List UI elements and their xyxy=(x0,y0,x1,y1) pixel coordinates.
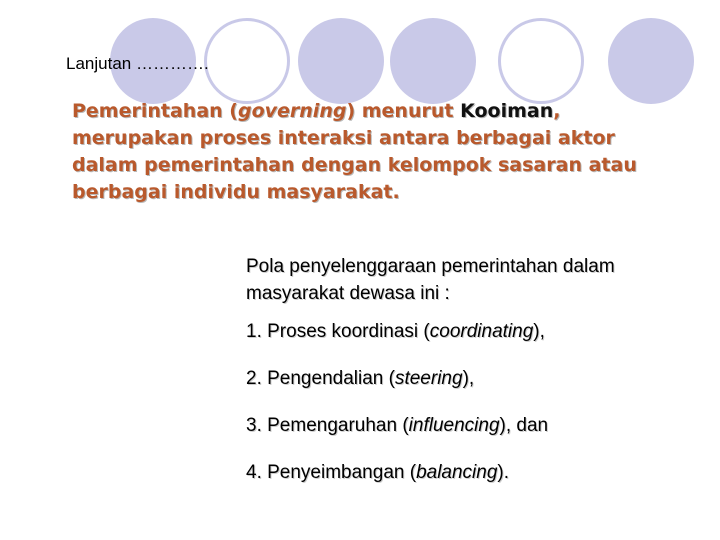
list-item xyxy=(246,412,686,439)
item-4-prefix: 4. Penyeimbangan ( xyxy=(246,462,417,483)
list-item xyxy=(246,318,686,345)
definition-author: Kooiman xyxy=(460,100,554,122)
item-2-prefix: 2. Pengendalian ( xyxy=(246,368,395,389)
item-3-term: influencing xyxy=(408,415,500,436)
item-1-term: coordinating xyxy=(429,321,534,342)
decor-circle-3 xyxy=(298,18,384,104)
item-1-suffix: ), xyxy=(533,321,545,342)
item-1-prefix: 1. Proses koordinasi ( xyxy=(246,321,430,342)
list-item xyxy=(246,459,686,486)
definition-part-2: ) menurut xyxy=(346,100,461,122)
decor-circle-5 xyxy=(498,18,584,104)
decor-circle-6 xyxy=(608,18,694,104)
definition-part-3: , merupakan proses interaksi antara berbagai aktor dalam pemerintahan dengan kelompok sasaran atau berbagai individu masyarakat. xyxy=(72,100,637,203)
item-4-term: balancing xyxy=(416,462,498,483)
list-item xyxy=(246,365,686,392)
decor-circle-4 xyxy=(390,18,476,104)
definition-term: governing xyxy=(237,100,347,122)
governance-pattern xyxy=(246,253,686,506)
item-2-suffix: ), xyxy=(462,368,475,389)
decor-circle-2 xyxy=(204,18,290,104)
item-3-suffix: ), dan xyxy=(499,415,549,436)
item-2-term: steering xyxy=(394,368,463,389)
item-3-prefix: 3. Pemengaruhan ( xyxy=(246,415,409,436)
pattern-intro: Pola penyelenggaraan pemerintahan dalam masyarakat dewasa ini : xyxy=(246,256,615,304)
definition-part-1: Pemerintahan ( xyxy=(72,100,238,122)
item-4-suffix: ). xyxy=(497,462,510,483)
slide-subtitle: Lanjutan …………. xyxy=(66,54,209,73)
definition-paragraph xyxy=(72,98,672,206)
